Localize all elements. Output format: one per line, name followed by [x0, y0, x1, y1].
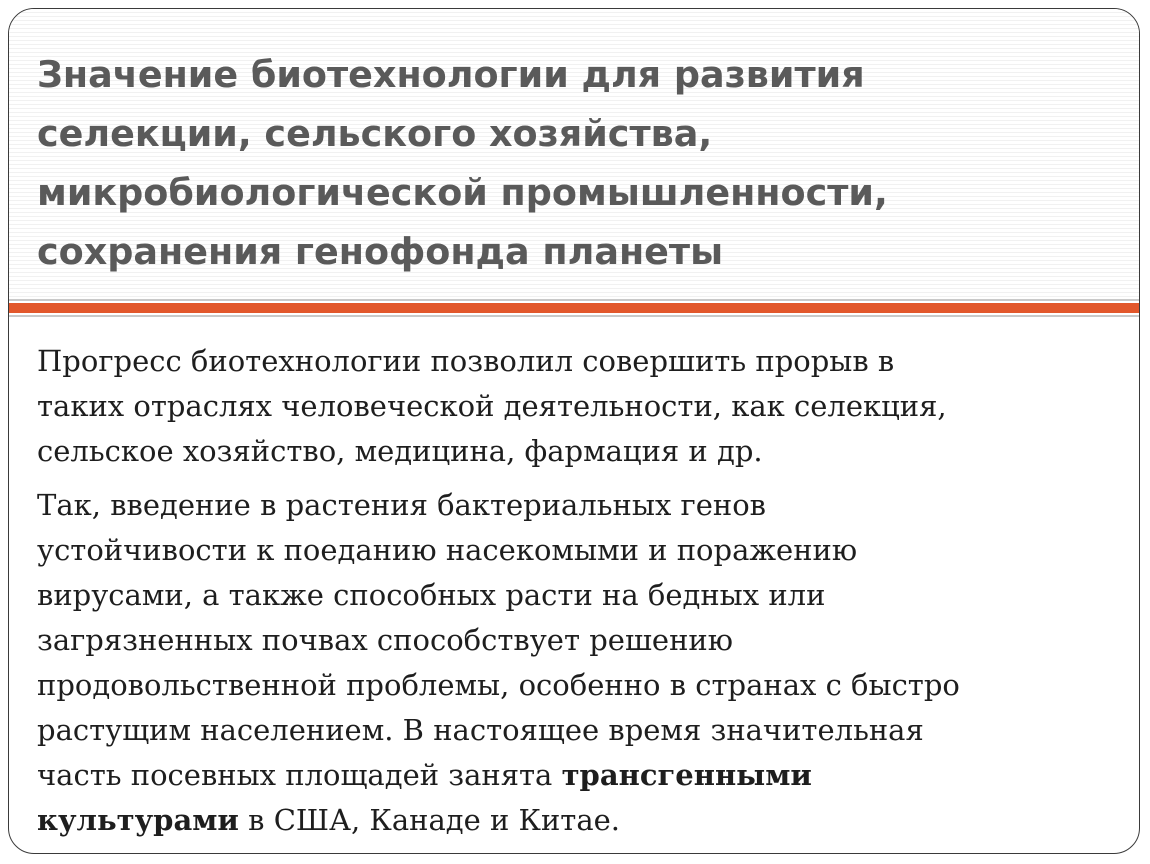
divider-top [9, 299, 1139, 301]
paragraph-2-text-end: в США, Канаде и Китае. [238, 803, 621, 837]
slide-frame [8, 8, 1140, 854]
paragraph-2 [37, 483, 1127, 843]
slide-body [37, 339, 1127, 843]
paragraph-1: Прогресс биотехнологии позволил совершить прорыв в таких отраслях человеческой деятельности, как селекция, сельское хозяйство, медицина, фармация и др. [37, 344, 947, 468]
paragraph-2-text-start: Так, введение в растения бактериальных генов устойчивости к поеданию насекомыми и поражению вирусами, а также способных расти на бедных или загрязненных почвах способствует решению продовольственной проблемы, особенно в странах с быстро растущим населением. В настоящее время значительная часть посевных площадей занята [37, 488, 960, 792]
paragraph-2-bold-term: трансгенными культурами [37, 758, 812, 837]
divider-accent [9, 303, 1139, 313]
title-area [9, 9, 1139, 299]
divider-bottom [9, 315, 1139, 317]
slide-title: Значение биотехнологии для развития селекции, сельского хозяйства, микробиологической промышленности, сохранения генофонда планеты [37, 53, 888, 273]
